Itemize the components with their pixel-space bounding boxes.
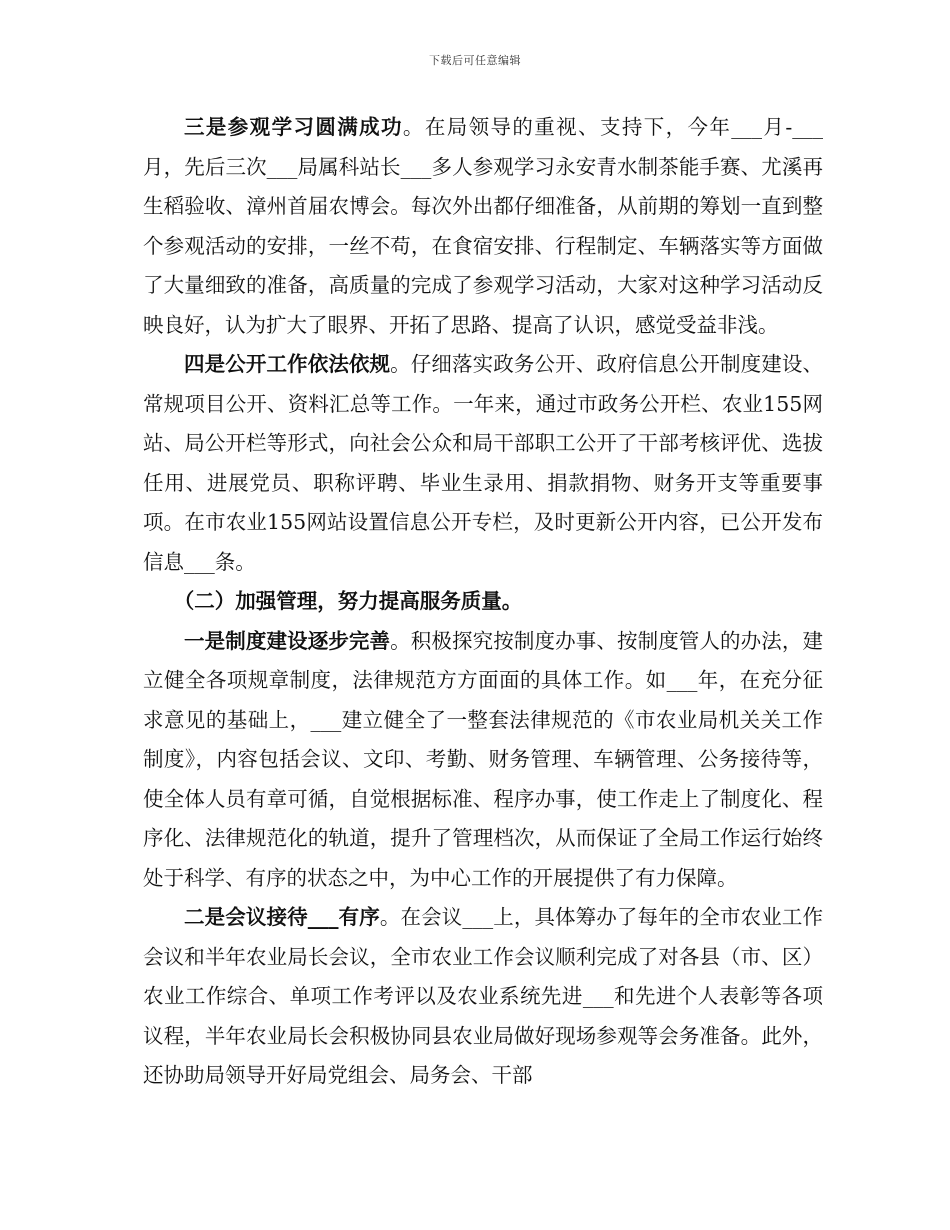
paragraph-lead: 四是公开工作依法依规 [184, 352, 391, 376]
paragraph-lead: 一是制度建设逐步完善 [184, 628, 391, 653]
paragraph-disclosure [143, 345, 823, 582]
paragraph-rules [143, 622, 823, 899]
paragraph-text: 。在会议___上，具体筹办了每年的全市农业工作会议和半年农业局长会议，全市农业工作会议顺利完成了对各县（市、区）农业工作综合、单项工作考评以及农业系统先进___和先进个人表彰等各项议程，半年农业局长会积极协同县农业局做好现场参观等会务准备。此外，还协助局领导开好局党组会、局务会、干部 [143, 905, 824, 1087]
paragraph-study-visit [143, 108, 823, 345]
page-header: 下载后可任意编辑 [429, 54, 521, 67]
paragraph-text: 。仔细落实政务公开、政府信息公开制度建设、常规项目公开、资料汇总等工作。一年来，通过市政务公开栏、农业155网站、局公开栏等形式，向社会公众和局干部职工公开了干部考核评优、选拔任用、进展党员、职称评聘、毕业生录用、捐款捐物、财务开支等重要事项。在市农业155网站设置信息公开专栏，及时更新公开内容，已公开发布信息___条。 [143, 352, 824, 574]
section-heading: （二）加强管理，努力提高服务质量。 [173, 589, 523, 613]
paragraph-text: 。积极探究按制度办事、按制度管人的办法，建立健全各项规章制度，法律规范方方面面的具体工作。如___年，在充分征求意见的基础上，___建立健全了一整套法律规范的《市农业局机关关工作制度》，内容包括会议、文印、考勤、财务管理、车辆管理、公务接待等，使全体人员有章可循，自觉根据标准、程序办事，使工作走上了制度化、程序化、法律规范化的轨道，提升了管理档次，从而保证了全局工作运行始终处于科学、有序的状态之中，为中心工作的开展提供了有力保障。 [143, 628, 824, 890]
paragraph-meetings [143, 898, 823, 1096]
paragraph-lead: 三是参观学习圆满成功 [184, 115, 403, 139]
document-body [143, 108, 823, 1096]
paragraph-text: 。在局领导的重视、支持下，今年___月-___月，先后三次___局属科站长___多人参观学习永安青水制茶能手赛、尤溪再生稻验收、漳州首届农博会。每次外出都仔细准备，从前期的筹划一直到整个参观活动的安排，一丝不苟，在食宿安排、行程制定、车辆落实等方面做了大量细致的准备，高质量的完成了参观学习活动，大家对这种学习活动反映良好，认为扩大了眼界、开拓了思路、提高了认识，感觉受益非浅。 [143, 115, 823, 337]
paragraph-lead: 二是会议接待___有序 [184, 905, 380, 929]
